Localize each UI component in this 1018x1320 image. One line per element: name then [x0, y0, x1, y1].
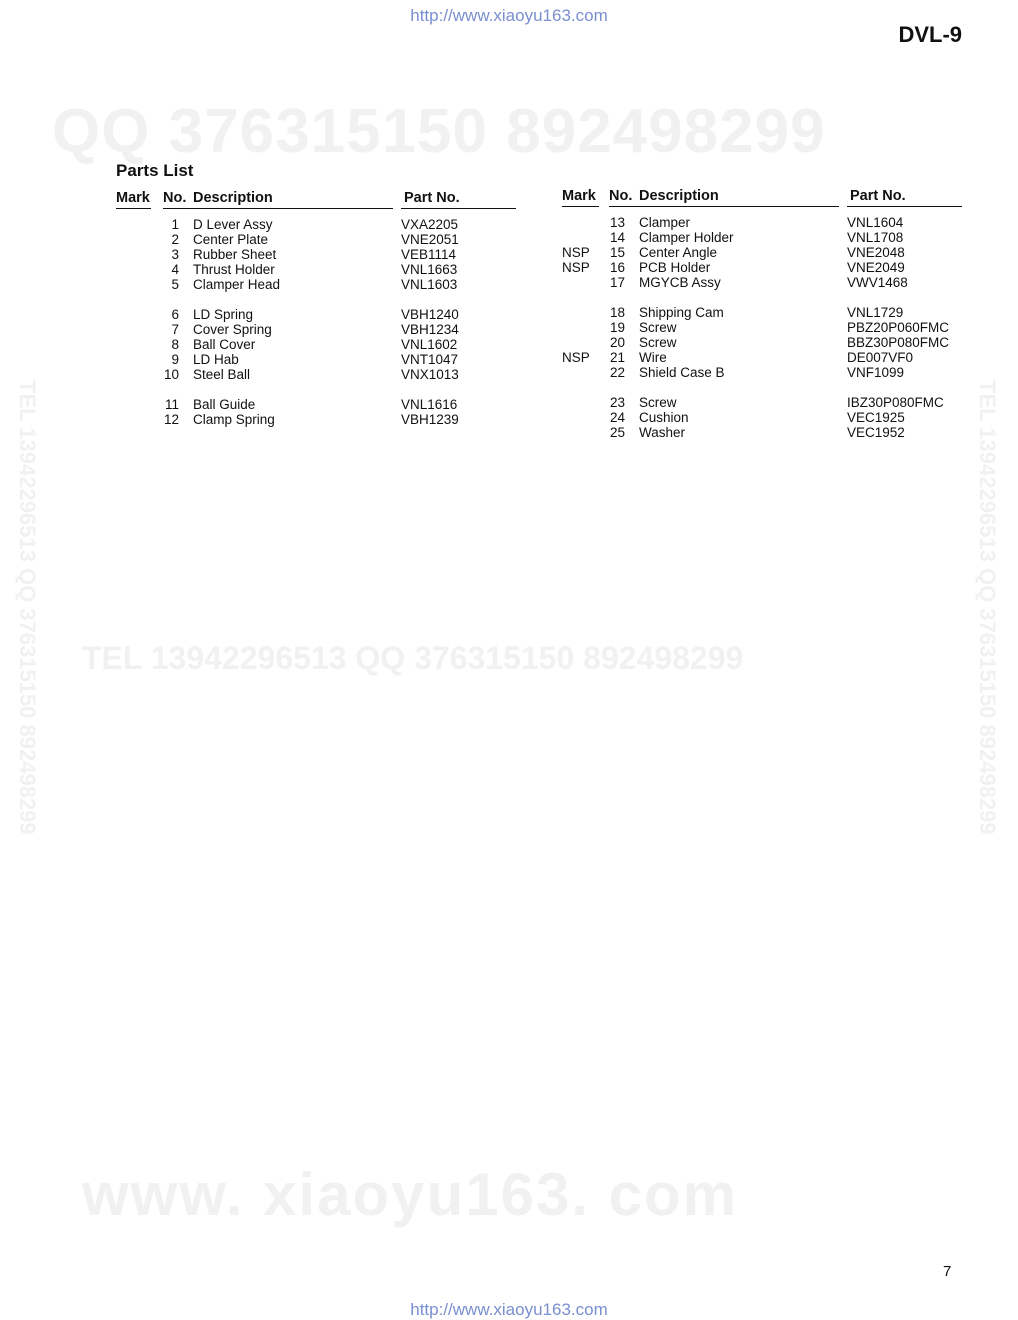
- table-row: [116, 397, 516, 412]
- table-row: [562, 320, 962, 335]
- header-no: No.: [163, 190, 187, 206]
- table-row: [562, 425, 962, 440]
- parts-table-left: [116, 190, 516, 427]
- part-no-cell: IBZ30P080FMC: [847, 395, 944, 410]
- part-no-cell: VNX1013: [401, 367, 459, 382]
- no-cell: 8: [171, 337, 179, 352]
- header-no: No.: [609, 188, 633, 204]
- no-cell: 15: [609, 245, 625, 260]
- table-header: [562, 188, 962, 208]
- no-cell: 9: [171, 352, 179, 367]
- table-row: [116, 337, 516, 352]
- part-no-cell: VNF1099: [847, 365, 905, 380]
- mark-cell: NSP: [562, 350, 590, 365]
- watermark-qq: QQ 376315150 892498299: [52, 97, 826, 166]
- description-cell: Steel Ball: [193, 367, 251, 382]
- description-cell: Center Plate: [193, 232, 269, 247]
- part-no-cell: VNE2049: [847, 260, 905, 275]
- table-header: [116, 190, 516, 210]
- header-mark: Mark: [116, 190, 150, 206]
- part-no-cell: VNE2051: [401, 232, 459, 247]
- table-row: [562, 275, 962, 290]
- no-cell: 16: [609, 260, 625, 275]
- no-cell: 21: [609, 350, 625, 365]
- table-row: [562, 230, 962, 245]
- mark-cell: NSP: [562, 260, 590, 275]
- no-cell: 11: [164, 397, 179, 412]
- part-no-cell: VEC1952: [847, 425, 905, 440]
- description-cell: Clamper Head: [193, 277, 281, 292]
- table-row: [116, 367, 516, 382]
- part-no-cell: PBZ20P060FMC: [847, 320, 950, 335]
- part-no-cell: DE007VF0: [847, 350, 914, 365]
- table-row: [116, 262, 516, 277]
- no-cell: 7: [171, 322, 179, 337]
- table-row: [562, 365, 962, 380]
- description-cell: Clamp Spring: [193, 412, 275, 427]
- mark-cell: NSP: [562, 245, 590, 260]
- model-label: DVL-9: [898, 22, 962, 47]
- no-cell: 2: [171, 232, 179, 247]
- part-no-cell: VNL1602: [401, 337, 458, 352]
- description-cell: Screw: [639, 320, 677, 335]
- group-spacer: [562, 380, 962, 395]
- parts-rows: [116, 217, 516, 427]
- description-cell: Thrust Holder: [193, 262, 275, 277]
- no-cell: 17: [609, 275, 625, 290]
- page-number: 7: [943, 1263, 952, 1280]
- description-cell: Wire: [639, 350, 667, 365]
- description-cell: MGYCB Assy: [639, 275, 721, 290]
- description-cell: Ball Cover: [193, 337, 256, 352]
- group-spacer: [562, 290, 962, 305]
- description-cell: Rubber Sheet: [193, 247, 277, 262]
- header-rule: [847, 206, 962, 207]
- description-cell: Shipping Cam: [639, 305, 724, 320]
- no-cell: 6: [171, 307, 179, 322]
- header-rule: [609, 206, 839, 207]
- no-cell: 19: [609, 320, 625, 335]
- part-no-cell: VNL1603: [401, 277, 458, 292]
- description-cell: LD Spring: [193, 307, 254, 322]
- description-cell: D Lever Assy: [193, 217, 273, 232]
- watermark-side-right: TEL 13942296513 QQ 376315150 892498299: [975, 380, 1000, 835]
- part-no-cell: VNL1604: [847, 215, 904, 230]
- no-cell: 13: [609, 215, 625, 230]
- header-mark: Mark: [562, 188, 596, 204]
- header-rule: [163, 208, 393, 209]
- part-no-cell: VEB1114: [401, 247, 457, 262]
- source-url-top[interactable]: http://www.xiaoyu163.com: [410, 6, 608, 25]
- description-cell: Washer: [639, 425, 686, 440]
- description-cell: Clamper: [639, 215, 691, 230]
- part-no-cell: VNL1729: [847, 305, 904, 320]
- part-no-cell: VNL1663: [401, 262, 458, 277]
- part-no-cell: VBH1234: [401, 322, 459, 337]
- parts-rows: [562, 215, 962, 440]
- part-no-cell: VNL1708: [847, 230, 904, 245]
- table-row: [116, 277, 516, 292]
- group-spacer: [116, 292, 516, 307]
- source-url-bottom[interactable]: http://www.xiaoyu163.com: [410, 1300, 608, 1319]
- description-cell: Shield Case B: [639, 365, 725, 380]
- description-cell: LD Hab: [193, 352, 239, 367]
- no-cell: 25: [609, 425, 625, 440]
- table-row: [562, 260, 962, 275]
- table-row: [562, 335, 962, 350]
- no-cell: 22: [609, 365, 625, 380]
- no-cell: 5: [171, 277, 179, 292]
- description-cell: Cover Spring: [193, 322, 272, 337]
- header-rule: [562, 206, 599, 207]
- part-no-cell: VNL1616: [401, 397, 458, 412]
- table-row: [562, 395, 962, 410]
- no-cell: 20: [609, 335, 625, 350]
- no-cell: 12: [163, 412, 179, 427]
- description-cell: Ball Guide: [193, 397, 256, 412]
- watermark-www: www. xiaoyu163. com: [82, 1161, 739, 1228]
- table-row: [562, 245, 962, 260]
- parts-table-right: [562, 188, 962, 440]
- table-row: [116, 307, 516, 322]
- table-row: [116, 412, 516, 427]
- watermark-side-left: TEL 13942296513 QQ 376315150 892498299: [15, 380, 40, 835]
- description-cell: Center Angle: [639, 245, 718, 260]
- description-cell: Screw: [639, 395, 677, 410]
- watermark-tel: TEL 13942296513 QQ 376315150 892498299: [82, 640, 744, 676]
- part-no-cell: VEC1925: [847, 410, 905, 425]
- part-no-cell: VNE2048: [847, 245, 905, 260]
- header-description: Description: [639, 188, 719, 204]
- part-no-cell: VNT1047: [401, 352, 459, 367]
- parts-list-title: Parts List: [116, 161, 194, 180]
- table-row: [562, 305, 962, 320]
- part-no-cell: VXA2205: [401, 217, 459, 232]
- table-row: [562, 410, 962, 425]
- header-rule: [116, 208, 151, 209]
- header-rule: [401, 208, 516, 209]
- part-no-cell: VBH1239: [401, 412, 459, 427]
- table-row: [116, 322, 516, 337]
- no-cell: 18: [609, 305, 625, 320]
- part-no-cell: VBH1240: [401, 307, 459, 322]
- table-row: [562, 215, 962, 230]
- table-row: [562, 350, 962, 365]
- description-cell: Cushion: [639, 410, 689, 425]
- table-row: [116, 247, 516, 262]
- description-cell: PCB Holder: [639, 260, 711, 275]
- part-no-cell: VWV1468: [847, 275, 908, 290]
- header-description: Description: [193, 190, 273, 206]
- part-no-cell: BBZ30P080FMC: [847, 335, 950, 350]
- no-cell: 23: [609, 395, 625, 410]
- no-cell: 4: [171, 262, 179, 277]
- table-row: [116, 217, 516, 232]
- no-cell: 24: [609, 410, 625, 425]
- no-cell: 1: [171, 217, 179, 232]
- description-cell: Screw: [639, 335, 677, 350]
- no-cell: 3: [171, 247, 179, 262]
- table-row: [116, 352, 516, 367]
- header-part-no: Part No.: [404, 190, 460, 206]
- group-spacer: [116, 382, 516, 397]
- table-row: [116, 232, 516, 247]
- no-cell: 14: [609, 230, 625, 245]
- no-cell: 10: [163, 367, 179, 382]
- header-part-no: Part No.: [850, 188, 906, 204]
- description-cell: Clamper Holder: [639, 230, 734, 245]
